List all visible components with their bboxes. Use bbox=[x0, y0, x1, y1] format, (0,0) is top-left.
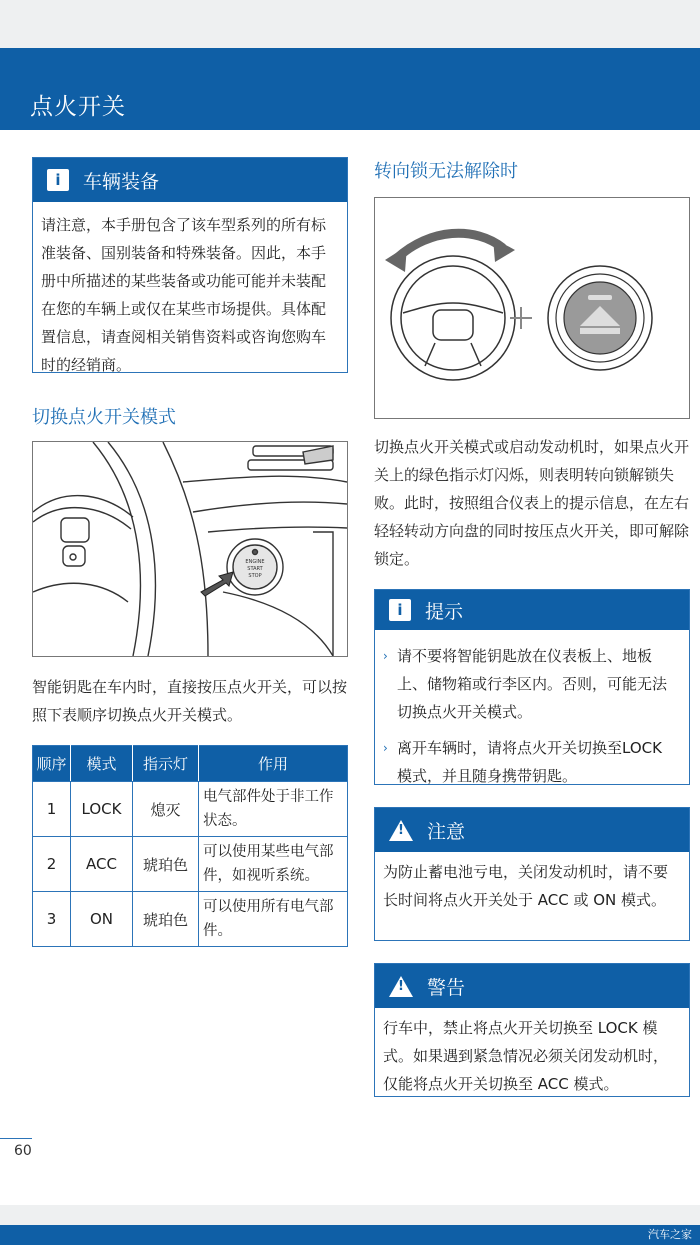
row-mode: ACC bbox=[71, 837, 133, 892]
warning-box bbox=[374, 963, 690, 1097]
switch-mode-title: 切换点火开关模式 bbox=[32, 407, 176, 428]
steering-wheel-icon bbox=[391, 256, 515, 380]
steering-lock-figure bbox=[374, 197, 690, 419]
caution-box-header bbox=[375, 808, 689, 852]
switch-mode-paragraph: 智能钥匙在车内时，直接按压点火开关，可以按照下表顺序切换点火开关模式。 bbox=[32, 678, 348, 724]
bottom-strip bbox=[0, 1205, 700, 1225]
info-icon: i bbox=[389, 599, 411, 621]
page-number: 60 bbox=[14, 1143, 32, 1159]
watermark: 汽车之家 bbox=[648, 1228, 692, 1241]
row-effect: 可以使用所有电气部件。 bbox=[199, 892, 348, 947]
header-mode: 模式 bbox=[71, 746, 133, 782]
row-order: 2 bbox=[33, 837, 71, 892]
row-mode: ON bbox=[71, 892, 133, 947]
steering-unlock-illustration bbox=[375, 198, 689, 418]
ignition-button-figure bbox=[32, 441, 348, 657]
tip-box-title: 提示 bbox=[425, 600, 464, 623]
header-effect: 作用 bbox=[199, 746, 348, 782]
dashboard-illustration bbox=[33, 442, 347, 656]
caution-box-title: 注意 bbox=[427, 820, 466, 843]
button-label-1: ENGINE bbox=[245, 559, 265, 565]
bottom-bar bbox=[0, 1225, 700, 1245]
equipment-box bbox=[32, 157, 348, 373]
warning-box-title: 警告 bbox=[427, 976, 466, 999]
row-effect: 可以使用某些电气部件，如视听系统。 bbox=[199, 837, 348, 892]
row-order: 1 bbox=[33, 782, 71, 837]
button-label-3: STOP bbox=[248, 573, 262, 579]
header-light: 指示灯 bbox=[133, 746, 199, 782]
header-order: 顺序 bbox=[33, 746, 71, 782]
bullet-icon: › bbox=[383, 649, 388, 663]
tip-item-text: 离开车辆时，请将点火开关切换至LOCK 模式，并且随身携带钥匙。 bbox=[397, 739, 662, 785]
tip-box-header bbox=[375, 590, 689, 630]
top-strip bbox=[0, 0, 700, 48]
equipment-box-title: 车辆装备 bbox=[83, 170, 160, 193]
warning-box-text: 行车中，禁止将点火开关切换至 LOCK 模式。如果遇到紧急情况必须关闭发动机时，仅能将点火开关切换至 ACC 模式。 bbox=[383, 1019, 669, 1093]
tip-box bbox=[374, 589, 690, 785]
table-row bbox=[33, 892, 348, 947]
rotate-arrow-right-head bbox=[493, 238, 515, 262]
rotate-arrow-icon bbox=[397, 233, 503, 258]
row-mode: LOCK bbox=[71, 782, 133, 837]
page-title: 点火开关 bbox=[30, 94, 126, 120]
left-column bbox=[32, 157, 348, 947]
table-row bbox=[33, 837, 348, 892]
warning-box-header bbox=[375, 964, 689, 1008]
list-item bbox=[383, 734, 681, 790]
info-icon: i bbox=[47, 169, 69, 191]
plus-icon bbox=[510, 307, 532, 329]
bullet-icon: › bbox=[383, 741, 388, 755]
equipment-box-text: 请注意，本手册包含了该车型系列的所有标准装备、国别装备和特殊装备。因此，本手册中所描述的某些装备或功能可能并未装配在您的车辆上或仅在某些市场提供。具体配置信息，请查阅相关销售资料或咨询您购车时的经销商。 bbox=[41, 216, 327, 374]
button-label-2: START bbox=[247, 566, 263, 572]
table-row bbox=[33, 782, 348, 837]
row-light: 熄灭 bbox=[133, 782, 199, 837]
warning-icon: ! bbox=[389, 820, 413, 841]
steering-lock-title: 转向锁无法解除时 bbox=[374, 161, 518, 182]
right-column bbox=[374, 157, 690, 1097]
caution-box-text: 为防止蓄电池亏电，关闭发动机时，请不要长时间将点火开关处于 ACC 或 ON 模式。 bbox=[383, 863, 669, 909]
header-bar bbox=[0, 48, 700, 130]
row-effect: 电气部件处于非工作状态。 bbox=[199, 782, 348, 837]
equipment-box-header bbox=[33, 158, 347, 202]
steering-lock-paragraph: 切换点火开关模式或启动发动机时，如果点火开关上的绿色指示灯闪烁，则表明转向锁解锁失败。此时，按照组合仪表上的提示信息，在左右轻轻转动方向盘的同时按压点火开关，即可解除锁定。 bbox=[374, 438, 690, 568]
tip-box-body bbox=[375, 630, 689, 799]
list-item bbox=[383, 642, 681, 726]
mode-table bbox=[32, 745, 348, 947]
page-number-rule bbox=[0, 1138, 32, 1139]
row-order: 3 bbox=[33, 892, 71, 947]
row-light: 琥珀色 bbox=[133, 837, 199, 892]
mode-table-header bbox=[33, 746, 348, 782]
warning-icon: ! bbox=[389, 976, 413, 997]
row-light: 琥珀色 bbox=[133, 892, 199, 947]
rotate-arrow-left-head bbox=[385, 246, 407, 272]
tip-item-text: 请不要将智能钥匙放在仪表板上、地板上、储物箱或行李区内。否则，可能无法切换点火开关模式。 bbox=[397, 647, 668, 721]
caution-box bbox=[374, 807, 690, 941]
push-button-icon bbox=[548, 266, 652, 370]
